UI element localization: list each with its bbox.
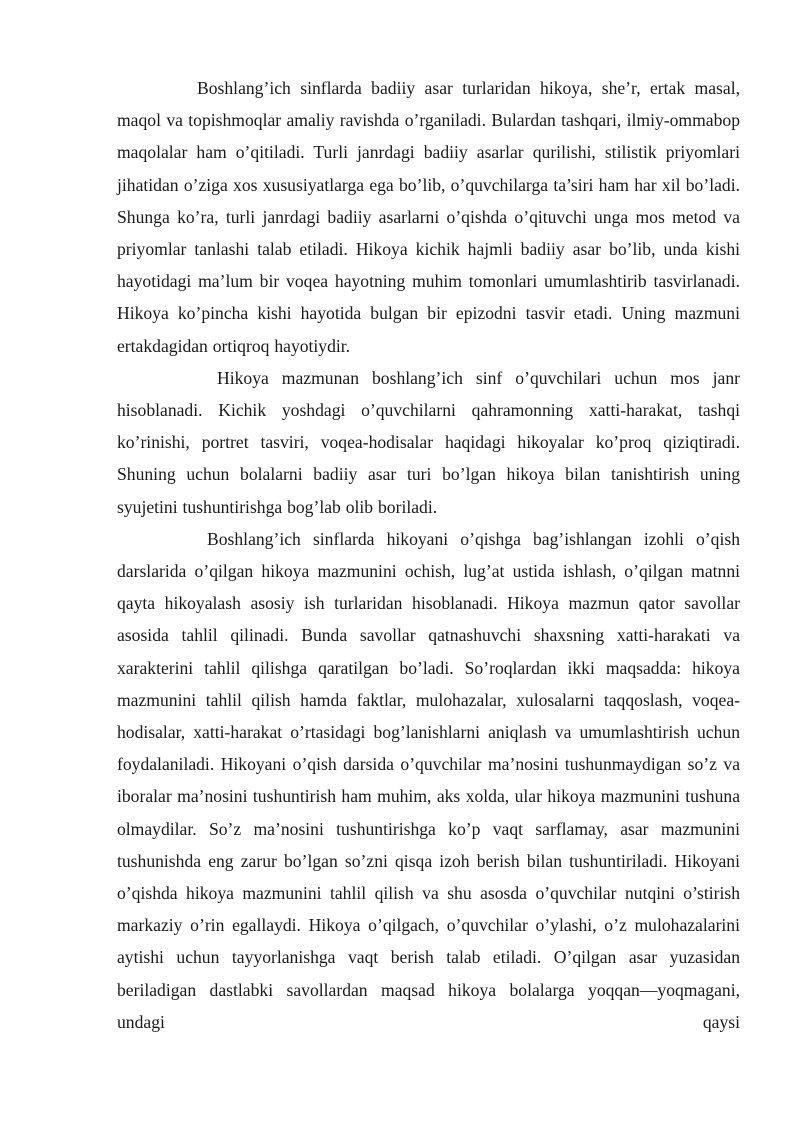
paragraph-1: Boshlang’ich sinflarda badiiy asar turlaridan hikoya, she’r, ertak masal, maqol va topishmoqlar amaliy ravishda o’rganiladi. Bulardan tashqari, ilmiy-ommabop maqolalar ham o’qitiladi. Turli janrdagi badiiy asarlar qurilishi, stilistik priyomlari jihatidan o’ziga xos xususiyatlarga ega bo’lib, o’quvchilarga ta’siri ham har xil bo’ladi. Shunga ko’ra, turli janrdagi badiiy asarlarni o’qishda o’qituvchi unga mos metod va priyomlar tanlashi talab etiladi. Hikoya kichik hajmli badiiy asar bo’lib, unda kishi hayotidagi ma’lum bir voqea hayotning muhim tomonlari umumlashtirib tasvirlanadi. Hikoya ko’pincha kishi hayotida bulgan bir epizodni tasvir etadi. Uning mazmuni ertakdagidan ortiqroq hayotiydir.: [117, 78, 740, 356]
document-body: [117, 72, 740, 1038]
paragraph-2: Hikoya mazmunan boshlang’ich sinf o’quvchilari uchun mos janr hisoblanadi. Kichik yoshdagi o’quvchilarni qahramonning xatti-harakat, tashqi ko’rinishi, portret tasviri, voqea-hodisalar haqidagi hikoyalar ko’proq qiziqtiradi. Shuning uchun bolalarni badiiy asar turi bo’lgan hikoya bilan tanishtirish uning syujetini tushuntirishga bog’lab olib boriladi.: [117, 367, 740, 517]
paragraph-3: Boshlang’ich sinflarda hikoyani o’qishga bag’ishlangan izohli o’qish darslarida o’qilgan hikoya mazmunini ochish, lug’at ustida ishlash, o’qilgan matnni qayta hikoyalash asosiy ish turlaridan hisoblanadi. Hikoya mazmun qator savollar asosida tahlil qilinadi. Bunda savollar qatnashuvchi shaxsning xatti-harakati va xarakterini tahlil qilishga qaratilgan bo’ladi. So’roqlardan ikki maqsadda: hikoya mazmunini tahlil qilish hamda faktlar, mulohazalar, xulosalarni taqqoslash, voqea-hodisalar, xatti-harakat o’rtasidagi bog’lanishlarni aniqlash va umumlashtirish uchun foydalaniladi. Hikoyani o’qish darsida o’quvchilar ma’nosini tushunmaydigan so’z va iboralar ma’nosini tushuntirish ham muhim, aks xolda, ular hikoya mazmunini tushuna olmaydilar. So’z ma’nosini tushuntirishga ko’p vaqt sarflamay, asar mazmunini tushunishda eng zarur bo’lgan so’zni qisqa izoh berish bilan tushuntiriladi. Hikoyani o’qishda hikoya mazmunini tahlil qilish va shu asosda o’quvchilar nutqini o’stirish markaziy o’rin egallaydi. Hikoya o’qilgach, o’quvchilar o’ylashi, o’z mulohazalarini aytishi uchun tayyorlanishga vaqt berish talab etiladi. O’qilgan asar yuzasidan beriladigan dastlabki savollardan maqsad hikoya bolalarga yoqqan—yoqmagani, undagi qaysi: [117, 528, 740, 1032]
